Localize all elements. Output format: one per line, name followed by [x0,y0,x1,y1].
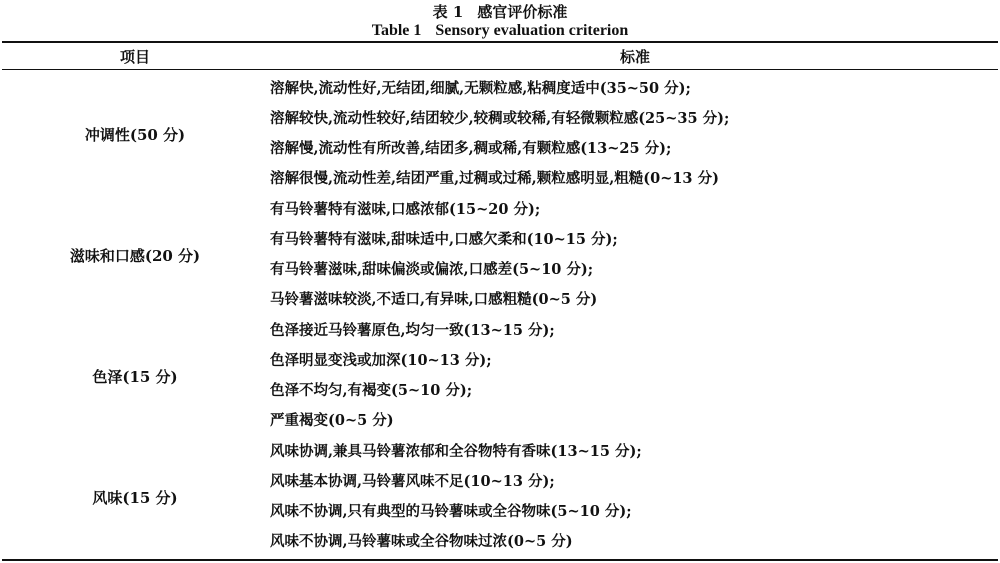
table-title-cn: 感官评价标准 [477,3,568,21]
table-row-group [0,437,1000,557]
criterion-line: 风味协调,兼具马铃薯浓郁和全谷物特有香味(13~15 分); [270,443,642,460]
table-top-rule [2,41,998,43]
criterion-line: 马铃薯滋味较淡,不适口,有异味,口感粗糙(0~5 分) [270,291,598,308]
criterion-line: 风味不协调,马铃薯味或全谷物味过浓(0~5 分) [270,533,573,550]
table-bottom-rule [2,559,998,561]
criterion-line: 色泽明显变浅或加深(10~13 分); [270,352,492,369]
table-number-cn: 表 1 [432,3,464,21]
table-title-en: Sensory evaluation criterion [435,22,629,39]
criterion-line: 溶解慢,流动性有所改善,结团多,稠或稀,有颗粒感(13~25 分); [270,140,672,157]
criterion-line: 溶解较快,流动性较好,结团较少,较稠或较稀,有轻微颗粒感(25~35 分); [270,110,730,127]
table-row-group [0,195,1000,315]
table-header-rule [2,69,998,70]
table-row-group [0,316,1000,436]
column-header-item: 项目 [119,48,150,66]
table-row-group [0,74,1000,194]
criterion-line: 溶解很慢,流动性差,结团严重,过稠或过稀,颗粒感明显,粗糙(0~13 分) [270,170,719,187]
column-header-standard: 标准 [619,48,650,66]
criterion-line: 溶解快,流动性好,无结团,细腻,无颗粒感,粘稠度适中(35~50 分); [270,80,691,97]
criterion-line: 风味基本协调,马铃薯风味不足(10~13 分); [270,473,555,490]
item-cell: 滋味和口感(20 分) [69,246,201,265]
table-caption-en [0,21,1000,41]
item-cell: 色泽(15 分) [92,367,178,386]
criterion-line: 色泽不均匀,有褐变(5~10 分); [270,382,473,399]
criterion-line: 风味不协调,只有典型的马铃薯味或全谷物味(5~10 分); [270,503,632,520]
criterion-line: 严重褐变(0~5 分) [270,412,394,429]
item-cell: 冲调性(50 分) [84,125,186,144]
table-number-en: Table 1 [371,22,422,39]
criterion-line: 色泽接近马铃薯原色,均匀一致(13~15 分); [270,322,555,339]
criterion-line: 有马铃薯滋味,甜味偏淡或偏浓,口感差(5~10 分); [270,261,594,278]
criterion-line: 有马铃薯特有滋味,甜味适中,口感欠柔和(10~15 分); [270,231,618,248]
criterion-line: 有马铃薯特有滋味,口感浓郁(15~20 分); [270,201,541,218]
item-cell: 风味(15 分) [92,488,178,507]
table-caption-cn [0,2,1000,22]
